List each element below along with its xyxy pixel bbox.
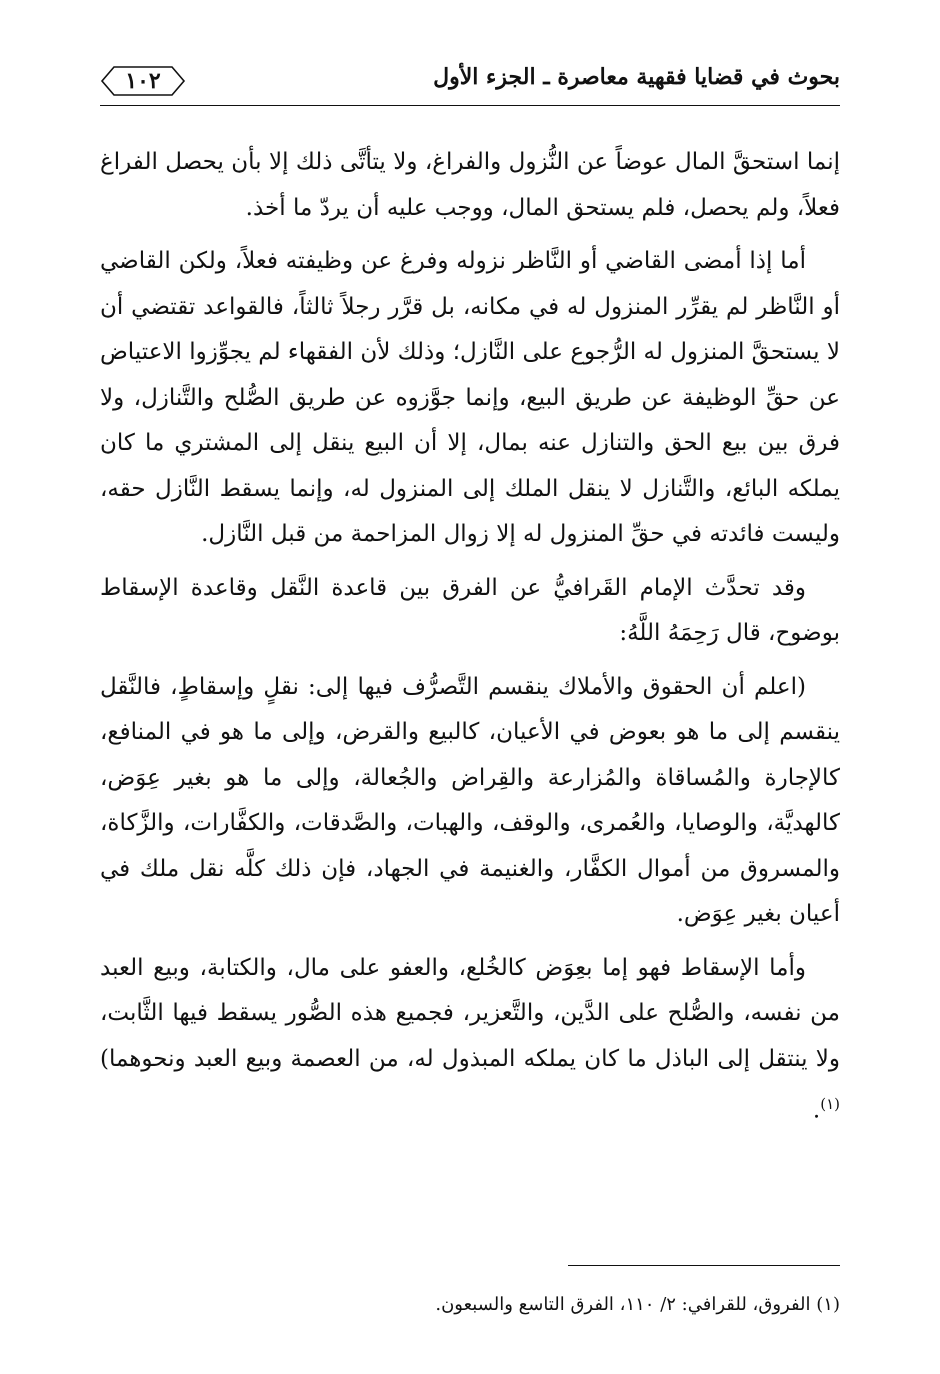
paragraph-text: وأما الإسقاط فهو إما بعِوَض كالخُلع، والعفو على مال، والكتابة، وبيع العبد من نفسه، والصُّلح على الدَّين، والتَّعزير، فجميع هذه الصُّور يسقط فيها الثَّابت، ولا ينتقل إلى الباذل ما كان يملكه المبذول له، من العصمة وبيع العبد ونحوهما) xyxy=(100,954,840,1072)
paragraph: أما إذا أمضى القاضي أو النَّاظر نزوله وفرغ عن وظيفته فعلاً، ولكن القاضي أو النَّاظر لم يقرِّر المنزول له في مكانه، بل قرَّر رجلاً ثالثاً، فالقواعد تقتضي أن لا يستحقَّ المنزول له الرُّجوع على النَّازل؛ وذلك لأن الفقهاء لم يجوِّزوا الاعتياض عن حقِّ الوظيفة عن طريق البيع، وإنما جوَّزوه عن طريق الصُّلح والتَّنازل، ولا فرق بين بيع الحق والتنازل عنه بمال، إلا أن البيع ينقل إلى المشتري ما كان يملكه البائع، والتَّنازل لا ينقل الملك إلى المنزول له، وإنما يسقط النَّازل حقه، وليست فائدته في حقِّ المنزول له إلا زوال المزاحمة من قبل النَّازل. xyxy=(100,248,840,547)
footnote-divider xyxy=(568,1265,840,1266)
page-number-badge xyxy=(100,64,186,98)
running-title: بحوث في قضايا فقهية معاصرة ـ الجزء الأول xyxy=(433,64,840,90)
footnote-1: (١) الفروق، للقرافي: ٢/ ١١٠، الفرق التاسع والسبعون. xyxy=(435,1294,840,1315)
quote-paragraph xyxy=(100,946,840,1135)
body-text xyxy=(100,140,840,1142)
closing-punctuation: . xyxy=(812,1097,821,1124)
paragraph: وقد تحدَّث الإمام القَرافيُّ عن الفرق بين قاعدة النَّقل وقاعدة الإسقاط بوضوح، قال رَحِمَهُ اللَّهُ: xyxy=(100,574,840,646)
header-divider xyxy=(100,105,840,106)
footnote-reference[interactable]: (١) xyxy=(820,1095,840,1113)
paragraph: (اعلم أن الحقوق والأملاك ينقسم التَّصرُّف فيها إلى: نقلٍ وإسقاطٍ، فالنَّقل ينقسم إلى ما هو بعوض في الأعيان، كالبيع والقرض، وإلى ما هو في المنافع، كالإجارة والمُساقاة والمُزارعة والقِراض والجُعالة، وإلى ما هو بغير عِوَض، كالهديَّة، والوصايا، والعُمرى، والوقف، والهبات، والصَّدقات، والكفَّارات، والزَّكاة، والمسروق من أموال الكفَّار، والغنيمة في الجهاد، فإن ذلك كلَّه نقل ملك في أعيان بغير عِوَض. xyxy=(100,673,840,927)
page-header xyxy=(100,56,840,106)
paragraph: إنما استحقَّ المال عوضاً عن النُّزول والفراغ، ولا يتأتَّى ذلك إلا بأن يحصل الفراغ فعلاً، ولم يحصل، فلم يستحق المال، ووجب عليه أن يردّ ما أخذ. xyxy=(100,149,840,221)
page-number: ١٠٢ xyxy=(125,68,161,94)
